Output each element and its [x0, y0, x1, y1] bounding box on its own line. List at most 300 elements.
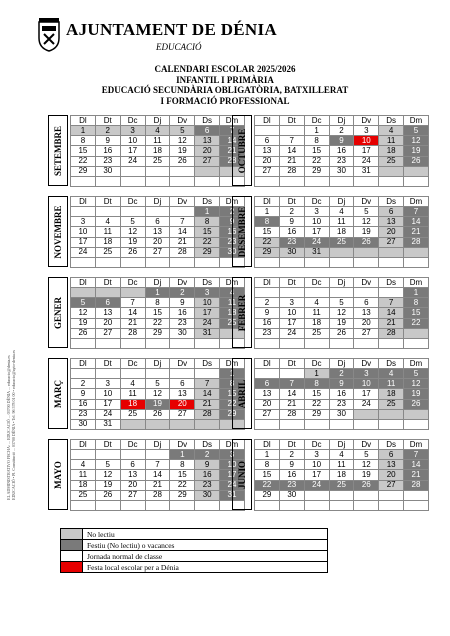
day-cell: 28 [120, 328, 145, 338]
month-grid [70, 439, 245, 511]
day-cell: 17 [279, 318, 304, 328]
day-cell: 15 [170, 470, 195, 480]
day-cell: 13 [120, 470, 145, 480]
calendar-titles [0, 64, 450, 106]
day-cell: 11 [145, 136, 170, 146]
day-cell: 4 [379, 126, 404, 136]
day-cell: 27 [170, 409, 195, 419]
day-cell [195, 338, 220, 348]
weekday-header: Dv [354, 440, 379, 450]
week-row [255, 480, 429, 490]
day-cell: 7 [279, 136, 304, 146]
day-cell [71, 369, 96, 379]
day-cell [71, 288, 96, 298]
day-cell [145, 338, 170, 348]
month-name: MARÇ [53, 379, 63, 408]
day-cell [279, 338, 304, 348]
month-label [48, 196, 68, 267]
day-cell: 1 [255, 450, 280, 460]
day-cell: 18 [220, 308, 245, 318]
day-cell: 7 [195, 379, 220, 389]
weekday-header: Dm [220, 440, 245, 450]
day-cell: 28 [279, 166, 304, 176]
day-cell: 16 [195, 470, 220, 480]
day-cell: 25 [329, 480, 354, 490]
day-cell [404, 338, 429, 348]
day-cell: 16 [95, 146, 120, 156]
weekday-header: Ds [379, 116, 404, 126]
day-cell: 22 [170, 480, 195, 490]
day-cell [279, 176, 304, 186]
day-cell: 23 [95, 156, 120, 166]
day-cell: 4 [71, 460, 96, 470]
day-cell: 12 [71, 308, 96, 318]
day-cell [120, 166, 145, 176]
day-cell: 18 [145, 146, 170, 156]
day-cell [354, 490, 379, 500]
day-cell [255, 419, 280, 429]
day-cell: 18 [304, 318, 329, 328]
week-row [71, 399, 245, 409]
day-cell: 23 [279, 480, 304, 490]
weekday-header: Dm [404, 278, 429, 288]
town-crest-icon [36, 18, 62, 52]
weekday-header: Dm [220, 197, 245, 207]
day-cell: 10 [279, 308, 304, 318]
day-cell: 22 [145, 318, 170, 328]
day-cell: 26 [404, 399, 429, 409]
day-cell: 20 [379, 227, 404, 237]
day-cell: 9 [279, 217, 304, 227]
day-cell: 30 [279, 247, 304, 257]
weekday-header: Dc [304, 197, 329, 207]
day-cell: 20 [120, 480, 145, 490]
day-cell: 25 [304, 328, 329, 338]
day-cell: 25 [329, 237, 354, 247]
day-cell: 15 [255, 227, 280, 237]
day-cell [95, 450, 120, 460]
week-row [255, 298, 429, 308]
day-cell: 14 [145, 470, 170, 480]
day-cell [354, 257, 379, 267]
month-grid [70, 115, 245, 187]
day-cell: 30 [170, 328, 195, 338]
weekday-header: Dv [354, 278, 379, 288]
month-name: MAYO [53, 460, 63, 489]
week-row [71, 237, 245, 247]
day-cell: 24 [354, 156, 379, 166]
day-cell: 20 [255, 399, 280, 409]
weekday-header: Dv [170, 116, 195, 126]
day-cell [195, 257, 220, 267]
weekday-header: Ds [379, 440, 404, 450]
day-cell: 7 [404, 207, 429, 217]
day-cell: 17 [304, 470, 329, 480]
title-line: I FORMACIÓ PROFESSIONAL [160, 95, 290, 106]
day-cell [404, 419, 429, 429]
day-cell: 30 [95, 166, 120, 176]
day-cell: 13 [354, 308, 379, 318]
week-row [255, 237, 429, 247]
legend-label: Festa local escolar per a Dénia [83, 562, 328, 573]
weekday-header: Dm [404, 197, 429, 207]
week-row [71, 369, 245, 379]
week-row [71, 126, 245, 136]
day-cell [404, 166, 429, 176]
day-cell: 3 [220, 450, 245, 460]
day-cell [329, 490, 354, 500]
day-cell: 2 [255, 298, 280, 308]
weekday-header: Dm [220, 116, 245, 126]
department-name: EDUCACIÓ [156, 42, 202, 52]
day-cell: 20 [379, 470, 404, 480]
day-cell: 21 [379, 318, 404, 328]
day-cell: 15 [220, 389, 245, 399]
day-cell: 1 [255, 207, 280, 217]
day-cell: 30 [220, 247, 245, 257]
town-name: AJUNTAMENT DE DÉNIA [66, 20, 277, 39]
weekday-header: Dt [95, 440, 120, 450]
day-cell [145, 369, 170, 379]
weekday-header: Dl [255, 359, 280, 369]
day-cell [354, 500, 379, 510]
day-cell: 19 [145, 399, 170, 409]
week-row [71, 288, 245, 298]
day-cell [120, 288, 145, 298]
day-cell: 29 [170, 490, 195, 500]
week-row [255, 338, 429, 348]
day-cell: 30 [329, 166, 354, 176]
weekday-header: Dv [170, 440, 195, 450]
day-cell [404, 328, 429, 338]
day-cell: 23 [195, 480, 220, 490]
day-cell: 30 [195, 490, 220, 500]
day-cell [379, 490, 404, 500]
day-cell: 14 [195, 389, 220, 399]
weekday-header: Dv [170, 197, 195, 207]
day-cell: 13 [195, 136, 220, 146]
day-cell: 20 [255, 156, 280, 166]
day-cell: 22 [255, 237, 280, 247]
day-cell: 16 [170, 308, 195, 318]
month-grid [254, 439, 429, 511]
day-cell: 9 [71, 389, 96, 399]
week-row [71, 389, 245, 399]
day-cell: 2 [279, 207, 304, 217]
week-row [71, 166, 245, 176]
day-cell: 7 [170, 217, 195, 227]
day-cell [195, 369, 220, 379]
weekday-header: Ds [379, 197, 404, 207]
day-cell [329, 257, 354, 267]
weekday-header-row [255, 440, 429, 450]
week-row [71, 176, 245, 186]
weekday-header: Dm [220, 359, 245, 369]
weekday-header: Ds [195, 278, 220, 288]
day-cell [329, 247, 354, 257]
month-name: OCTUBRE [237, 128, 247, 173]
day-cell: 1 [404, 288, 429, 298]
day-cell: 26 [329, 328, 354, 338]
day-cell [379, 409, 404, 419]
day-cell: 18 [95, 237, 120, 247]
day-cell: 25 [379, 399, 404, 409]
weekday-header: Ds [195, 359, 220, 369]
weekday-header-row [71, 278, 245, 288]
day-cell: 8 [304, 379, 329, 389]
day-cell: 11 [220, 298, 245, 308]
day-cell: 5 [354, 207, 379, 217]
month-label [232, 277, 252, 348]
day-cell: 22 [404, 318, 429, 328]
day-cell: 19 [71, 318, 96, 328]
day-cell: 8 [255, 217, 280, 227]
day-cell: 3 [279, 298, 304, 308]
day-cell: 10 [95, 389, 120, 399]
day-cell: 18 [379, 389, 404, 399]
day-cell [71, 257, 96, 267]
month-8 [48, 439, 244, 510]
weekday-header: Dt [279, 359, 304, 369]
weekday-header: Dv [354, 116, 379, 126]
day-cell: 27 [95, 328, 120, 338]
day-cell: 22 [304, 156, 329, 166]
day-cell: 23 [255, 328, 280, 338]
weekday-header: Dl [255, 440, 280, 450]
day-cell: 6 [170, 379, 195, 389]
day-cell: 12 [329, 308, 354, 318]
month-name: JUNIO [237, 460, 247, 489]
day-cell: 11 [71, 470, 96, 480]
day-cell [354, 409, 379, 419]
day-cell: 29 [71, 166, 96, 176]
day-cell [71, 500, 96, 510]
page-header [0, 0, 450, 64]
day-cell: 31 [304, 247, 329, 257]
day-cell: 25 [120, 409, 145, 419]
day-cell: 7 [379, 298, 404, 308]
day-cell [255, 338, 280, 348]
day-cell: 14 [404, 460, 429, 470]
day-cell: 15 [404, 308, 429, 318]
day-cell: 17 [354, 146, 379, 156]
day-cell: 23 [170, 318, 195, 328]
day-cell: 6 [145, 217, 170, 227]
day-cell: 12 [145, 389, 170, 399]
week-row [71, 419, 245, 429]
day-cell: 31 [195, 328, 220, 338]
day-cell: 18 [120, 399, 145, 409]
day-cell: 21 [279, 156, 304, 166]
day-cell: 24 [220, 480, 245, 490]
weekday-header: Dc [120, 359, 145, 369]
day-cell [304, 500, 329, 510]
day-cell: 8 [304, 136, 329, 146]
day-cell: 16 [329, 146, 354, 156]
day-cell: 1 [220, 369, 245, 379]
day-cell: 10 [304, 217, 329, 227]
day-cell: 16 [329, 389, 354, 399]
day-cell [145, 257, 170, 267]
day-cell [329, 419, 354, 429]
weekday-header: Dv [170, 359, 195, 369]
month-name: NOVEMBRE [53, 204, 63, 259]
weekday-header: Dl [71, 116, 96, 126]
week-row [255, 176, 429, 186]
week-row [255, 379, 429, 389]
day-cell: 22 [195, 237, 220, 247]
week-row [71, 490, 245, 500]
day-cell [71, 338, 96, 348]
day-cell: 4 [329, 207, 354, 217]
day-cell: 4 [304, 298, 329, 308]
day-cell [195, 166, 220, 176]
day-cell [120, 257, 145, 267]
day-cell: 5 [329, 298, 354, 308]
title-line: CALENDARI ESCOLAR 2025/2026 [154, 64, 296, 74]
day-cell: 16 [279, 470, 304, 480]
day-cell [255, 288, 280, 298]
week-row [71, 480, 245, 490]
day-cell: 3 [304, 450, 329, 460]
day-cell: 2 [71, 379, 96, 389]
month-label [48, 358, 68, 429]
month-label [48, 115, 68, 186]
day-cell [145, 207, 170, 217]
day-cell: 3 [354, 126, 379, 136]
weekday-header: Dj [145, 116, 170, 126]
day-cell: 13 [255, 146, 280, 156]
day-cell: 2 [279, 450, 304, 460]
day-cell [195, 419, 220, 429]
day-cell: 7 [120, 298, 145, 308]
day-cell: 8 [195, 217, 220, 227]
day-cell: 28 [170, 247, 195, 257]
day-cell: 4 [145, 126, 170, 136]
day-cell: 8 [255, 460, 280, 470]
day-cell: 5 [145, 379, 170, 389]
day-cell: 27 [145, 247, 170, 257]
week-row [71, 450, 245, 460]
day-cell: 5 [95, 460, 120, 470]
day-cell: 24 [95, 409, 120, 419]
day-cell: 15 [304, 389, 329, 399]
day-cell: 24 [195, 318, 220, 328]
weekday-header: Dv [354, 359, 379, 369]
month-name: GENER [53, 296, 63, 329]
weekday-header: Dj [145, 359, 170, 369]
day-cell: 27 [120, 490, 145, 500]
day-cell: 2 [195, 450, 220, 460]
week-row [255, 500, 429, 510]
day-cell: 26 [95, 490, 120, 500]
day-cell [145, 176, 170, 186]
day-cell [255, 369, 280, 379]
month-4 [48, 277, 244, 348]
week-row [255, 399, 429, 409]
day-cell: 11 [95, 227, 120, 237]
month-6 [48, 358, 244, 429]
weekday-header: Ds [379, 278, 404, 288]
day-cell: 4 [220, 288, 245, 298]
weekday-header-row [255, 116, 429, 126]
week-row [255, 227, 429, 237]
day-cell: 28 [145, 490, 170, 500]
day-cell: 4 [120, 379, 145, 389]
weekday-header: Dt [279, 116, 304, 126]
day-cell: 21 [170, 237, 195, 247]
month-7 [232, 358, 428, 429]
day-cell [329, 338, 354, 348]
day-cell: 27 [354, 328, 379, 338]
week-row [71, 156, 245, 166]
day-cell: 6 [255, 379, 280, 389]
week-row [71, 318, 245, 328]
day-cell: 9 [329, 379, 354, 389]
day-cell [404, 247, 429, 257]
day-cell: 7 [145, 460, 170, 470]
day-cell: 15 [255, 470, 280, 480]
day-cell: 19 [95, 480, 120, 490]
day-cell: 19 [354, 227, 379, 237]
day-cell [71, 176, 96, 186]
weekday-header: Dl [255, 278, 280, 288]
day-cell: 29 [304, 166, 329, 176]
month-name: ABRIL [237, 379, 247, 408]
day-cell: 28 [379, 328, 404, 338]
week-row [255, 247, 429, 257]
day-cell: 10 [354, 136, 379, 146]
legend-swatch [61, 551, 83, 562]
day-cell: 13 [170, 389, 195, 399]
day-cell [170, 176, 195, 186]
month-grid [254, 277, 429, 349]
week-row [255, 369, 429, 379]
week-row [255, 389, 429, 399]
day-cell: 9 [279, 460, 304, 470]
day-cell [354, 419, 379, 429]
day-cell: 20 [354, 318, 379, 328]
day-cell [71, 450, 96, 460]
month-2 [48, 196, 244, 267]
day-cell: 18 [329, 470, 354, 480]
week-row [255, 146, 429, 156]
day-cell: 25 [95, 247, 120, 257]
day-cell: 21 [120, 318, 145, 328]
day-cell [170, 166, 195, 176]
day-cell [379, 500, 404, 510]
day-cell: 26 [170, 156, 195, 166]
day-cell: 19 [170, 146, 195, 156]
day-cell: 24 [279, 328, 304, 338]
week-row [71, 217, 245, 227]
day-cell: 6 [95, 298, 120, 308]
day-cell: 31 [354, 166, 379, 176]
day-cell [170, 257, 195, 267]
day-cell: 5 [404, 369, 429, 379]
day-cell: 3 [95, 379, 120, 389]
day-cell [279, 126, 304, 136]
weekday-header: Dm [404, 440, 429, 450]
weekday-header: Dj [329, 116, 354, 126]
day-cell: 10 [120, 136, 145, 146]
month-9 [232, 439, 428, 510]
day-cell [255, 500, 280, 510]
day-cell: 14 [279, 389, 304, 399]
legend-row [61, 529, 328, 540]
day-cell [304, 257, 329, 267]
day-cell: 11 [304, 308, 329, 318]
